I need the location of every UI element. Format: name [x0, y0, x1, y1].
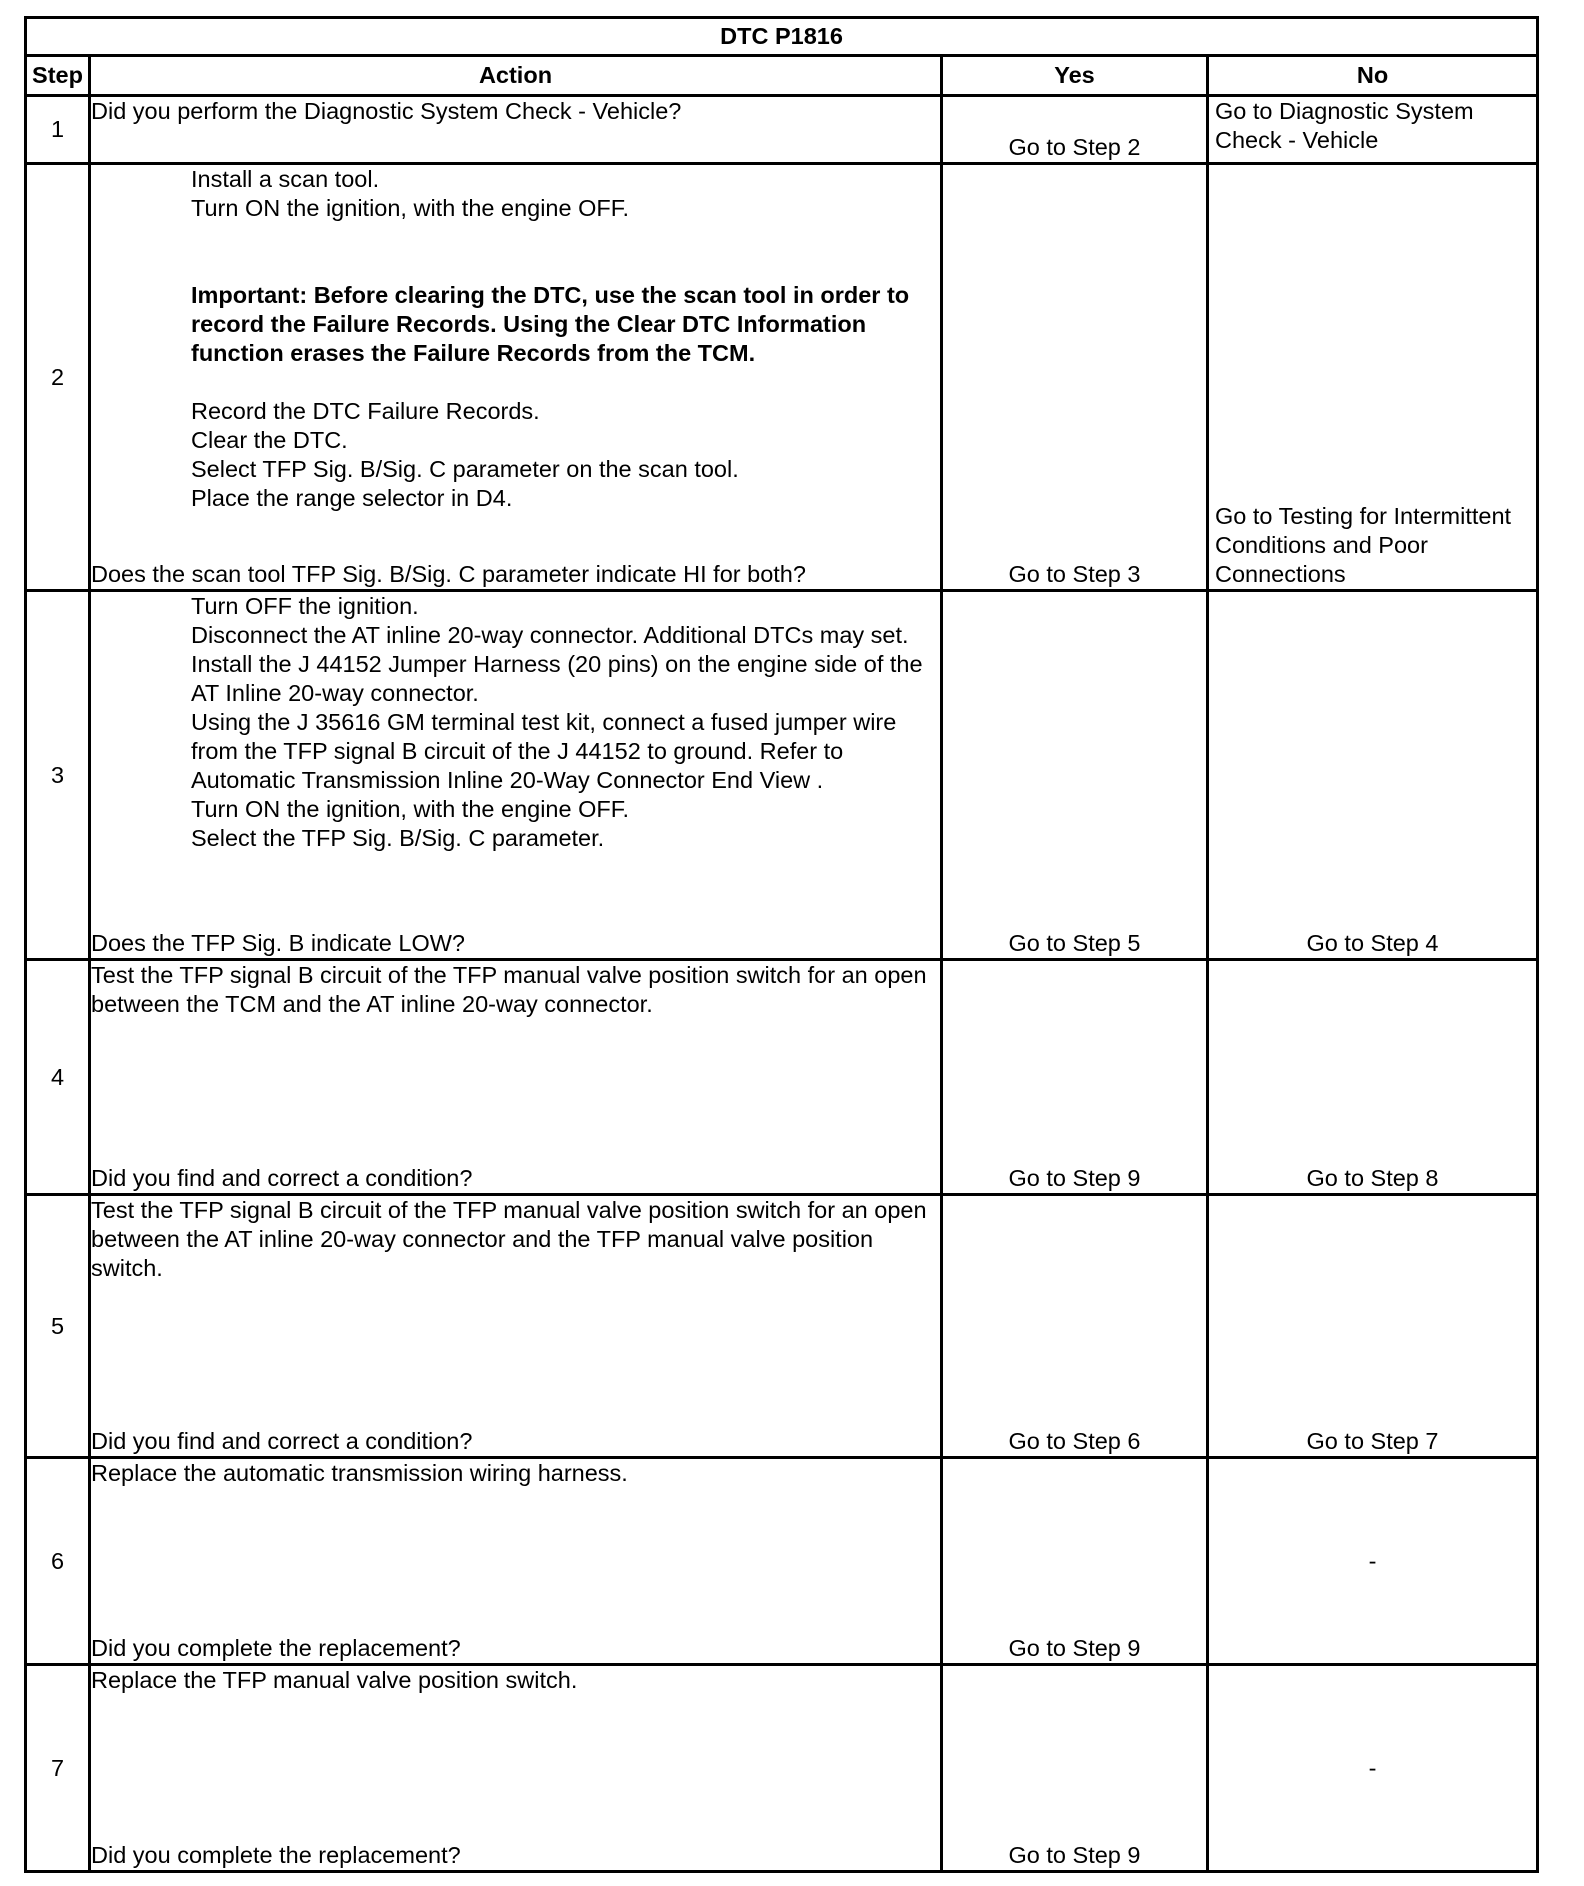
action-question: Does the scan tool TFP Sig. B/Sig. C parameter indicate HI for both? [91, 561, 806, 587]
action-question: Does the TFP Sig. B indicate LOW? [91, 930, 466, 956]
action-cell [90, 164, 942, 591]
table-row [26, 960, 1538, 1195]
action-substep: Turn OFF the ignition. [191, 593, 419, 619]
table-row [26, 164, 1538, 591]
yes-cell: Go to Step 9 [942, 1458, 1208, 1665]
action-question: Did you perform the Diagnostic System Check - Vehicle? [91, 98, 682, 124]
yes-cell: Go to Step 9 [942, 1665, 1208, 1872]
no-cell: Go to Testing for Intermittent Conditions and Poor Connections [1208, 164, 1538, 591]
header-no: No [1208, 56, 1538, 96]
yes-cell: Go to Step 6 [942, 1195, 1208, 1458]
no-cell: Go to Step 8 [1208, 960, 1538, 1195]
action-substep: Record the DTC Failure Records. [191, 398, 540, 424]
action-cell [90, 591, 942, 960]
action-substep: Install a scan tool. [191, 166, 380, 192]
table-row [26, 1665, 1538, 1872]
step-number: 2 [26, 164, 90, 591]
header-step: Step [26, 56, 90, 96]
action-text: Test the TFP signal B circuit of the TFP manual valve position switch for an open between the TCM and the AT inline 20-way connector. [91, 962, 927, 1017]
no-cell: - [1208, 1458, 1538, 1665]
action-substep: Select TFP Sig. B/Sig. C parameter on the scan tool. [191, 456, 739, 482]
yes-cell: Go to Step 2 [942, 96, 1208, 164]
diagnostic-table [24, 16, 1539, 1873]
no-cell: Go to Step 7 [1208, 1195, 1538, 1458]
step-number: 1 [26, 96, 90, 164]
action-substep: Turn ON the ignition, with the engine OFF. [191, 195, 630, 221]
action-question: Did you complete the replacement? [91, 1635, 461, 1661]
action-cell [90, 1458, 942, 1665]
yes-cell: Go to Step 5 [942, 591, 1208, 960]
yes-cell: Go to Step 9 [942, 960, 1208, 1195]
step-number: 5 [26, 1195, 90, 1458]
header-yes: Yes [942, 56, 1208, 96]
table-row [26, 1458, 1538, 1665]
action-question: Did you find and correct a condition? [91, 1428, 473, 1454]
action-substep: Using the J 35616 GM terminal test kit, connect a fused jumper wire from the TFP signal B circuit of the J 44152 to ground. Refer to Automatic Transmission Inline 20-Way Connector End View . [191, 709, 897, 793]
table-title: DTC P1816 [26, 18, 1538, 56]
action-substep: Install the J 44152 Jumper Harness (20 pins) on the engine side of the AT Inline 20-way connector. [191, 651, 923, 706]
action-question: Did you complete the replacement? [91, 1842, 461, 1868]
action-text: Test the TFP signal B circuit of the TFP manual valve position switch for an open between the AT inline 20-way connector and the TFP manual valve position switch. [91, 1197, 927, 1281]
action-cell [90, 96, 942, 164]
action-question: Did you find and correct a condition? [91, 1165, 473, 1191]
table-row [26, 591, 1538, 960]
no-cell: - [1208, 1665, 1538, 1872]
step-number: 4 [26, 960, 90, 1195]
action-substep: Disconnect the AT inline 20-way connector. Additional DTCs may set. [191, 622, 909, 648]
step-number: 6 [26, 1458, 90, 1665]
action-substep: Place the range selector in D4. [191, 485, 513, 511]
action-cell [90, 1665, 942, 1872]
step-number: 3 [26, 591, 90, 960]
action-cell [90, 1195, 942, 1458]
action-substep: Clear the DTC. [191, 427, 348, 453]
step-number: 7 [26, 1665, 90, 1872]
important-note: Important: Before clearing the DTC, use the scan tool in order to record the Failure Records. Using the Clear DTC Information function erases the Failure Records from the TCM. [191, 282, 910, 366]
header-action: Action [90, 56, 942, 96]
table-row [26, 96, 1538, 164]
table-row [26, 1195, 1538, 1458]
no-cell: Go to Diagnostic System Check - Vehicle [1208, 96, 1538, 164]
action-cell [90, 960, 942, 1195]
action-text: Replace the automatic transmission wiring harness. [91, 1460, 628, 1486]
action-substep: Select the TFP Sig. B/Sig. C parameter. [191, 825, 605, 851]
action-substep: Turn ON the ignition, with the engine OFF. [191, 796, 630, 822]
action-text: Replace the TFP manual valve position switch. [91, 1667, 578, 1693]
no-cell: Go to Step 4 [1208, 591, 1538, 960]
yes-cell: Go to Step 3 [942, 164, 1208, 591]
